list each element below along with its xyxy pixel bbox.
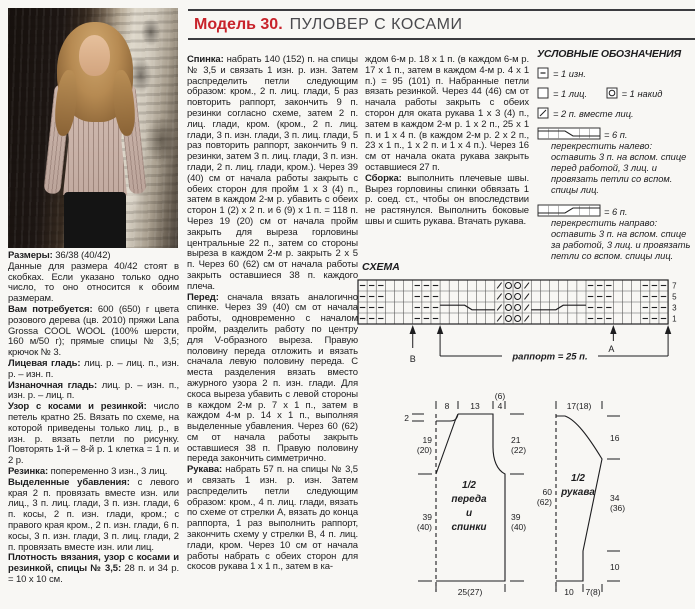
legend-item-purl bbox=[537, 67, 694, 80]
paragraph-text: число петель кратно 25. Вязать по схеме, на которой приведены только лиц. р., в изн. р. вязать петли по рисунку. Повторять 1-й – 8-й р. 1 клетка = 1 п. и 2 р. bbox=[8, 401, 180, 467]
body-schematic bbox=[404, 391, 526, 597]
measurement-label: 19 bbox=[422, 435, 432, 445]
legend-item-text: = 2 п. вместе лиц. bbox=[553, 109, 634, 119]
paragraph-label: Выделенные убавления: bbox=[8, 476, 130, 488]
measurement-label: (36) bbox=[610, 503, 626, 513]
paragraph-label: Вам потребуется: bbox=[8, 303, 93, 315]
paragraph-label: Сборка: bbox=[365, 172, 402, 184]
legend-item-text: = 6 п. перекрестить налево: оставить 3 п. на вспом. спице перед работой, 3 лиц. и провязать петли со вспом. спицы лиц. bbox=[551, 130, 687, 195]
paragraph-label: Изнаночная гладь: bbox=[8, 379, 98, 391]
paragraph-materials bbox=[8, 305, 179, 359]
paragraph-sleeves-continued bbox=[365, 55, 529, 174]
legend-item-text: = 1 изн. bbox=[553, 69, 586, 79]
body-vneck-line bbox=[436, 414, 458, 474]
sleeve-schematic bbox=[537, 401, 625, 597]
model-photo bbox=[8, 8, 178, 248]
paragraph-label: Узор с косами и резинкой: bbox=[8, 401, 147, 413]
paragraph-text: Данные для размера 40/42 стоят в скобках. Если указано только одно число, то оно относится к обоим размерам. bbox=[8, 260, 179, 305]
measurement-label: (22) bbox=[511, 445, 527, 455]
paragraph-text: 28 п. и 34 р. = 10 х 10 см. bbox=[8, 563, 180, 585]
chart-grid-lines bbox=[358, 280, 668, 324]
paragraph-gauge bbox=[8, 553, 179, 585]
paragraph-text: набрать 57 п. на спицы № 3,5 и связать 1 изн. р. изн. Затем распределить петли следующим образом: кром., 4 п. лиц. глади, вязать по схеме от стрелки А, вязать до конца раппорта, 1 раз выполнить раппорт, закончить схему у стрелки В, 4 п. лиц. глади, кром. Через 10 см от начала работы набрать с обеих сторон для скосов рукава 1 х 1 п., затем в ка- bbox=[187, 464, 358, 573]
measurement-label: 2 bbox=[404, 413, 409, 423]
legend-item-knit-yo bbox=[537, 87, 694, 100]
svg-text:5: 5 bbox=[672, 292, 677, 302]
paragraph-text: сначала вязать аналогично спинке. Через 39 (40) см от начала работы, одновременно с началом пройм, разделить работу по центру для V-образного выреза. Правую половину переда отложить и вязать сначала левую половину переда. С места разделения вязать вместо ажурного узора 2 п. изн. глади. Для скоса выреза убавить с левой стороны в каждом 2-м р. 7 х 1 п., затем в каждом 4-м р. 14 х 1 п., выполняя выделенные убавления. Через 60 (62) см от начала работы закрыть оставшиеся 38 п. Правую половину переда закончить симметрично. bbox=[187, 291, 358, 465]
page-title: ПУЛОВЕР С КОСАМИ bbox=[289, 16, 463, 33]
body-piece-label: переда bbox=[451, 494, 487, 505]
paragraph-text: выполнить плечевые швы. Вырез горловины спинки обвязать 1 р. соед. ст., чтобы он впоследствии не растянулся. Выполнить боковые швы и сшить рукава. Втачать рукава. bbox=[365, 172, 530, 227]
measurement-label: (20) bbox=[416, 445, 432, 455]
sleeve-piece-label: 1/2 bbox=[571, 473, 585, 484]
svg-text:1: 1 bbox=[672, 314, 677, 324]
legend-item-text: = 1 накид bbox=[621, 89, 663, 99]
column-materials bbox=[8, 251, 179, 586]
paragraph-cable-pattern bbox=[8, 402, 179, 467]
arrow-b-label: B bbox=[409, 354, 416, 364]
model-face bbox=[79, 35, 110, 76]
paragraph-text: лиц. р. – изн. п., изн. р. – лиц. п. bbox=[8, 379, 180, 402]
paragraph-label: Размеры: bbox=[8, 250, 53, 261]
legend-item-cable-left bbox=[537, 127, 694, 196]
chart-section-title: СХЕМА bbox=[362, 261, 400, 273]
measurement-label: (40) bbox=[416, 522, 432, 532]
knitting-chart bbox=[354, 276, 695, 372]
paragraph-back bbox=[187, 55, 358, 293]
measurement-label: 39 bbox=[511, 512, 521, 522]
paragraph-stockinette bbox=[8, 359, 179, 381]
paragraph-sleeves bbox=[187, 465, 358, 573]
k2tog-icon bbox=[537, 107, 549, 119]
measurement-label: 4 bbox=[497, 401, 503, 411]
column-instructions-1 bbox=[187, 55, 358, 573]
paragraph-reverse-stockinette bbox=[8, 381, 179, 403]
legend-item-cable-right bbox=[537, 204, 694, 262]
paragraph-text: 600 (650) г цвета розового дерева (цв. 2010) пряжи Lana Grossa COOL WOOL (100% шерсти, 160 м/50 г); прямые спицы № 3,5; крючок № 3. bbox=[8, 303, 179, 359]
yarn-over-icon bbox=[606, 87, 618, 99]
legend-item-yo bbox=[606, 89, 663, 99]
measurement-label: 10 bbox=[610, 562, 620, 572]
measurement-label: 13 bbox=[470, 401, 480, 411]
model-pants bbox=[64, 192, 126, 248]
body-back-neck bbox=[436, 414, 458, 421]
paragraph-label: Лицевая гладь: bbox=[8, 357, 81, 369]
body-piece-label: спинки bbox=[451, 522, 487, 533]
model-number: Модель 30. bbox=[194, 16, 283, 33]
measurement-label: 25(27) bbox=[457, 587, 483, 597]
body-piece-label: и bbox=[465, 508, 473, 519]
measurement-label: 10 bbox=[564, 587, 574, 597]
measurement-label: 16 bbox=[610, 433, 620, 443]
arrow-a-label: A bbox=[608, 344, 615, 354]
measurement-label: (40) bbox=[511, 522, 527, 532]
legend-item-k2tog bbox=[537, 107, 694, 120]
symbol-legend bbox=[537, 48, 694, 270]
measurement-label: 60 bbox=[542, 487, 552, 497]
paragraph-front bbox=[187, 293, 358, 466]
legend-item-text: = 1 лиц. bbox=[553, 89, 588, 99]
paragraph-text: с левого края 2 п. провязать вместе изн. или лиц., 3 п. лиц. глади, 3 п. изн. глади, 6 п. косы, 2 п. изн. глади, кром.; с правого края кром., 2 п. изн. глади, 6 п. косы, 3 п. изн. глади, 3 п. лиц. глади, 2 п. провязать вместе изн. или лиц. bbox=[8, 476, 179, 553]
measurement-label: 34 bbox=[610, 493, 620, 503]
legend-title: УСЛОВНЫЕ ОБОЗНАЧЕНИЯ bbox=[537, 48, 681, 60]
knit-stitch-icon bbox=[537, 87, 549, 99]
svg-text:7: 7 bbox=[672, 281, 677, 291]
sleeve-outline bbox=[556, 416, 602, 581]
paragraph-label: Рукава: bbox=[187, 464, 223, 476]
purl-stitch-icon bbox=[537, 67, 549, 79]
legend-item-text: = 6 п. перекрестить направо: оставить 3 п. на вспом. спице за работой, 3 лиц. и провязать петли со вспом. спицы лиц. bbox=[551, 207, 691, 261]
measurement-label: 8 bbox=[444, 401, 450, 411]
svg-text:3: 3 bbox=[672, 303, 677, 313]
paragraph-text: лиц. р. – лиц. п., изн. р. – изн. п. bbox=[8, 357, 180, 380]
paragraph-sizes-note bbox=[8, 262, 179, 305]
measurement-label: 17(18) bbox=[566, 401, 592, 411]
rapport-label: раппорт = 25 п. bbox=[512, 351, 588, 363]
body-piece-label: 1/2 bbox=[462, 480, 476, 491]
measurement-label: 39 bbox=[422, 512, 432, 522]
measurement-label: (6) bbox=[494, 391, 506, 401]
paragraph-label: Плотность вязания, узор с косами и резинкой, спицы № 3,5: bbox=[8, 552, 179, 575]
measurement-label: (62) bbox=[536, 497, 552, 507]
sleeve-piece-label: рукава bbox=[561, 487, 595, 498]
measurement-label: 7(8) bbox=[585, 587, 601, 597]
paragraph-decreases bbox=[8, 478, 179, 554]
measurement-label: 21 bbox=[511, 435, 521, 445]
paragraph-label: Перед: bbox=[187, 291, 219, 303]
paragraph-label: Резинка: bbox=[8, 465, 49, 477]
paragraph-text: 36/38 (40/42) bbox=[55, 250, 111, 261]
chart-row-numbers bbox=[672, 282, 677, 324]
page-header bbox=[188, 9, 695, 40]
pattern-schematics bbox=[354, 388, 695, 609]
paragraph-text: попеременно 3 изн., 3 лиц. bbox=[50, 465, 168, 477]
paragraph-assembly bbox=[365, 174, 529, 228]
paragraph-label: Спинка: bbox=[187, 54, 224, 65]
paragraph-text: набрать 140 (152) п. на спицы № 3,5 и связать 1 изн. р. изн. Затем распределить петли следующим образом: кром., 2 п. лиц. глади, 5 раз повторить раппорт, закончить 9 п. резинки согласно схеме, затем 2 п. лиц. глади, кром. (кром., 2 п. лиц. глади, 3 п. изн. глади, 3 п. лиц. глади, 5 раз повторить раппорт, закончить 9 п. резинки, затем 3 п. лиц. глади, 3 п. изн. глади, 2 п. лиц. глади, кром.). Через 39 (40) см от начала работы закрыть с обеих сторон для пройм 1 х 3 (4) п., затем в каждом 2-м р. убавить с обеих сторон 1 (2) х 2 п. и 6 (9) х 1 п. = 118 п. Через 19 (20) см от начала пройм закрыть для выреза горловины центральные 22 п., затем со стороны выреза в каждом 2-м р. закрыть 2 х 5 п. Через 60 (62) см от начала работы закрыть оставшиеся 38 п. каждого плеча. bbox=[187, 54, 358, 292]
cable-left-icon bbox=[537, 127, 601, 140]
column-instructions-2 bbox=[365, 55, 529, 228]
cable-right-icon bbox=[537, 204, 601, 217]
paragraph-text: ждом 6-м р. 18 х 1 п. (в каждом 6-м р. 17 х 1 п., затем в каждом 4-м р. 4 х 1 п.) = 95 (101) п. Набранные петли вязать резинкой. Через 44 (46) см от начала работы закрыть с обеих сторон для оката рукава 1 х 3 (4) п., затем в каждом 2-м р. 1 х 2 п., 25 х 1 п. и 1 х 4 п. (в каждом 2-м р. 2 х 2 п., 23 х 1 п., 1 х 2 п. и 1 х 4 п.). Через 16 см от начала оката рукава закрыть оставшиеся 27 п. bbox=[365, 54, 529, 173]
